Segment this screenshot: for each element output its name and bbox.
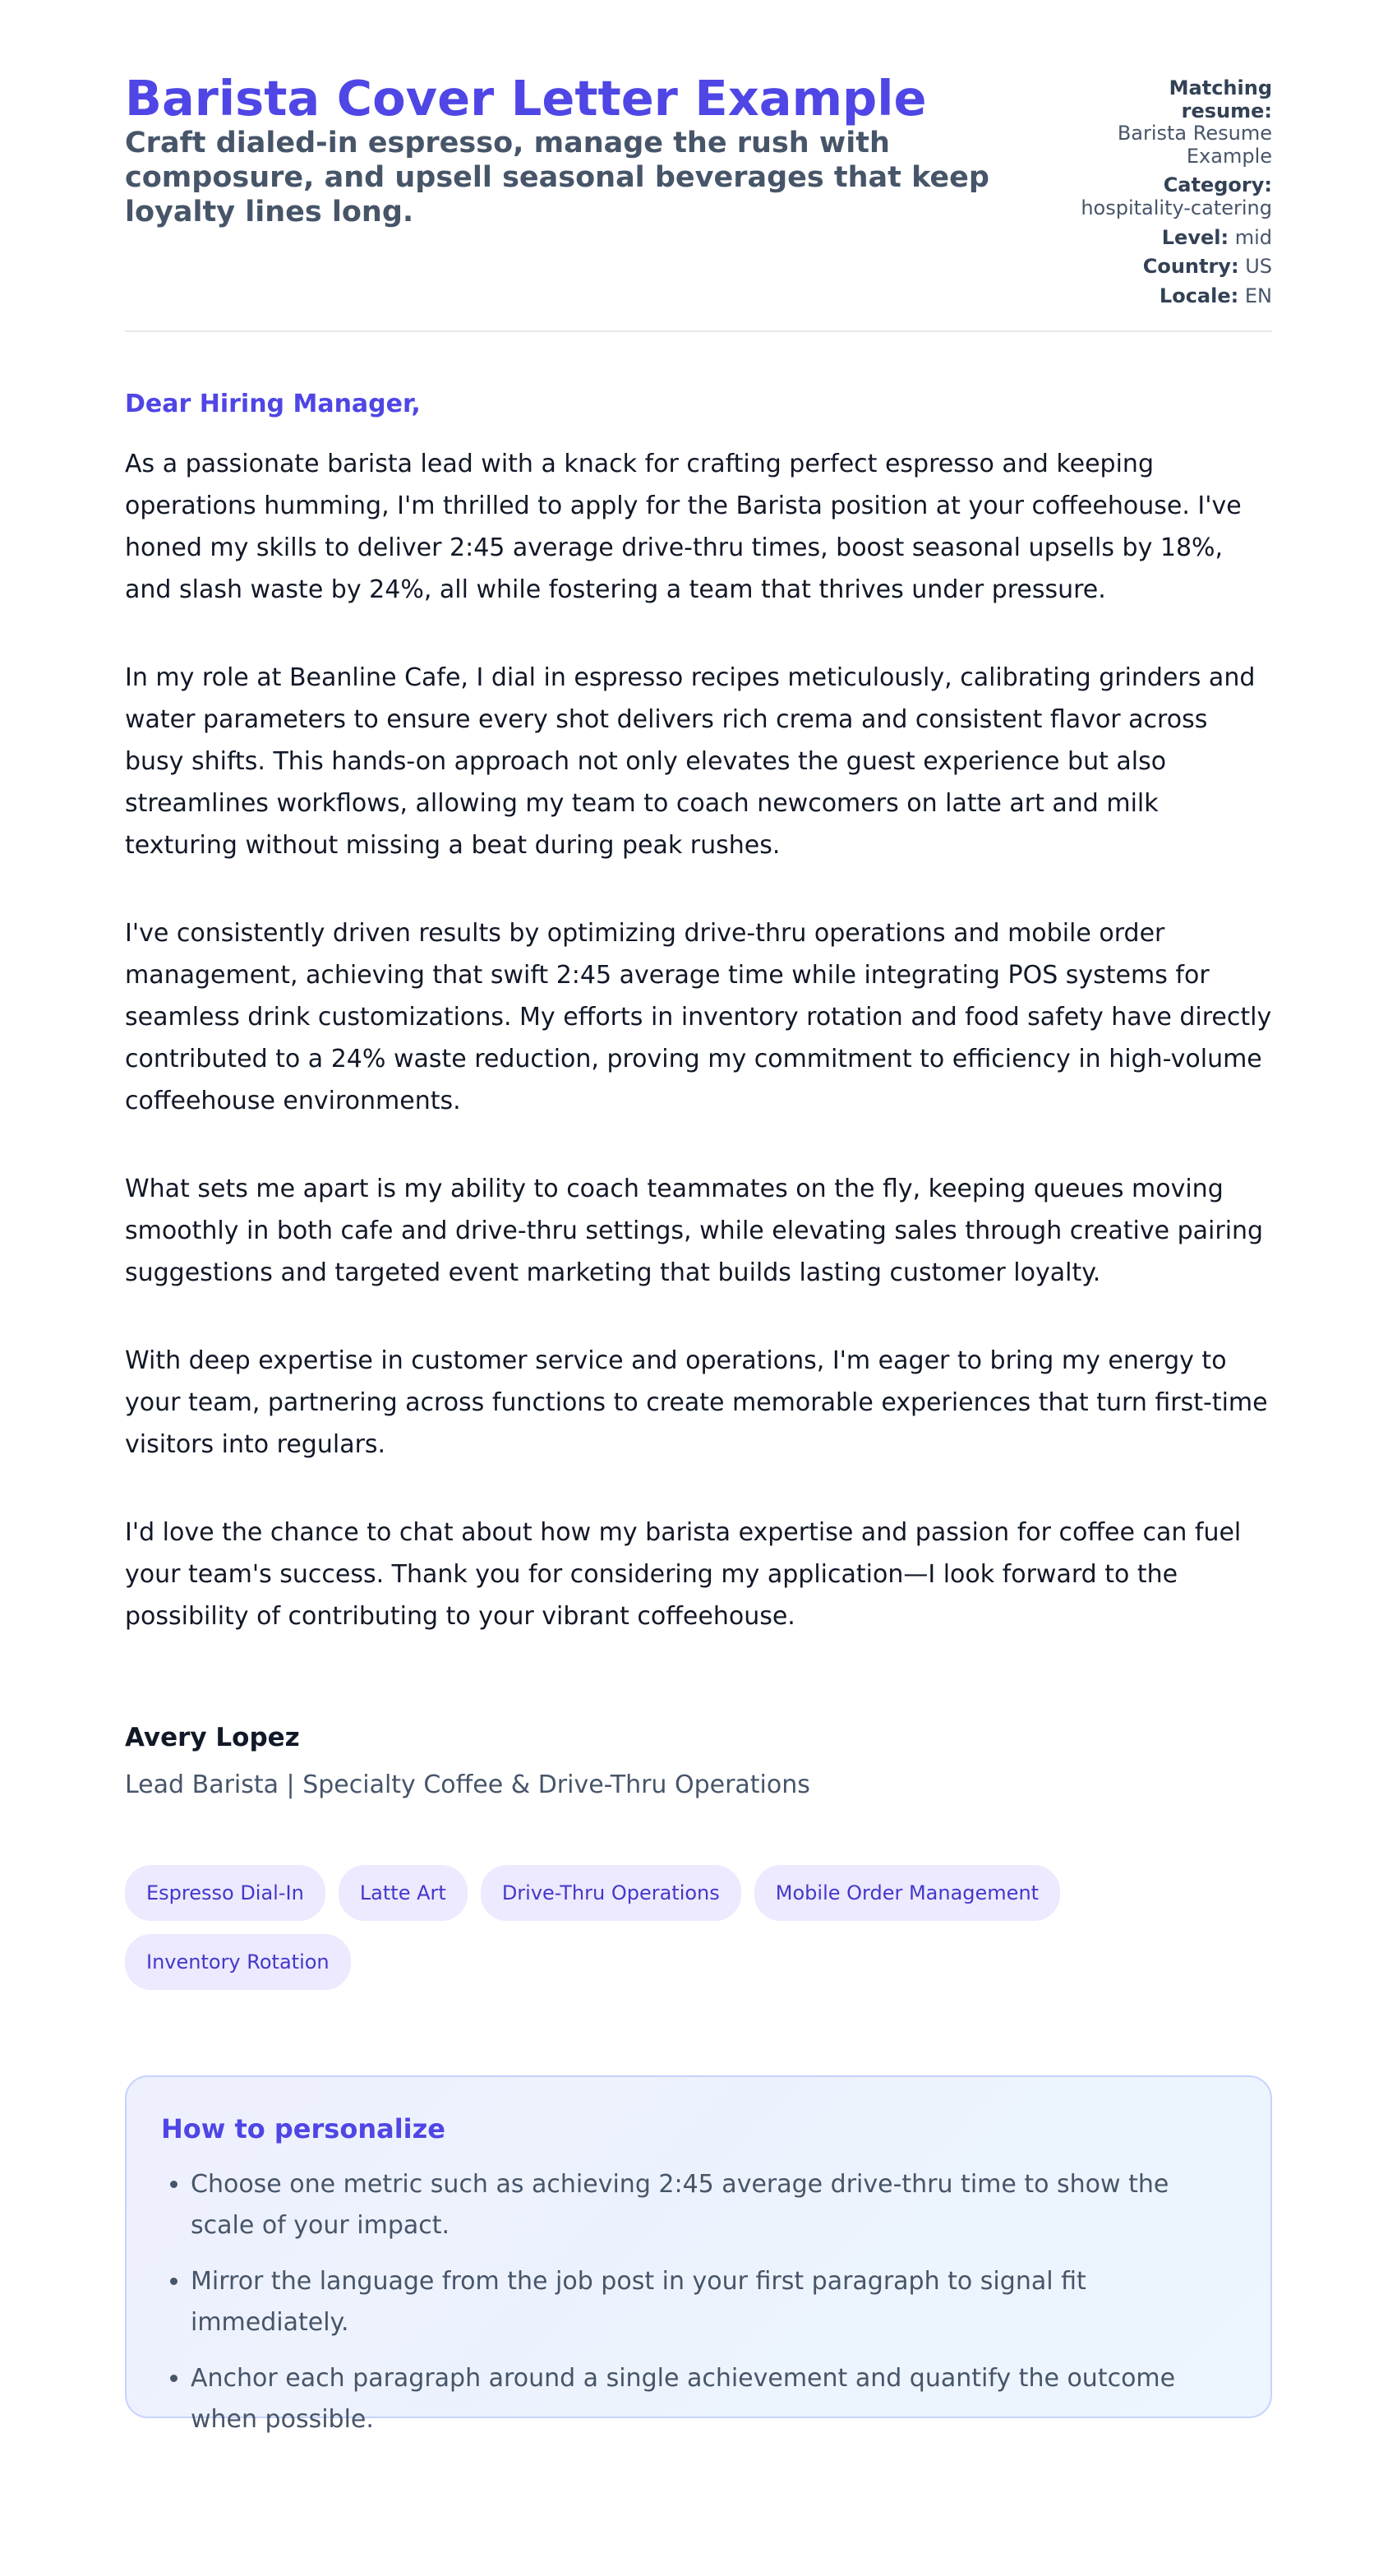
- page-title: Barista Cover Letter Example: [125, 70, 927, 127]
- letter-paragraph-6: I'd love the chance to chat about how my barista expertise and passion for coffee can fuel your team's success. Thank you for considering my application—I look forward to the possibility of contributing to your vibrant coffeehouse.: [125, 1518, 1242, 1631]
- tips-list-item: • Mirror the language from the job post in your first paragraph to signal fit immediately.: [191, 2261, 1236, 2343]
- letter-paragraph-2: In my role at Beanline Cafe, I dial in espresso recipes meticulously, calibrating grinders and water parameters to ensure every shot delivers rich crema and consistent flavor across busy shifts. This hands-on approach not only elevates the guest experience but also streamlines workflows, allowing my team to coach newcomers on latte art and milk texturing without missing a beat during peak rushes.: [125, 663, 1256, 860]
- letter-paragraph-5: With deep expertise in customer service and operations, I'm eager to bring my energy to your team, partnering across functions to create memorable experiences that turn first-time visitors into regulars.: [125, 1346, 1268, 1459]
- tips-list: [161, 2164, 1236, 2440]
- signature-name: Avery Lopez: [125, 1723, 300, 1752]
- personalize-tips-box: [125, 2075, 1272, 2434]
- meta-panel: [1075, 77, 1272, 314]
- meta-level-value: mid: [1234, 225, 1272, 249]
- tips-title: How to personalize: [161, 2113, 445, 2144]
- meta-country-value: US: [1245, 255, 1272, 279]
- meta-locale-value: EN: [1244, 284, 1272, 307]
- meta-category-label: Category:: [1163, 173, 1272, 197]
- skill-tag: Inventory Rotation: [125, 1934, 351, 1990]
- meta-matching-resume-value: Barista Resume Example: [1117, 122, 1272, 168]
- letter-paragraph-4: What sets me apart is my ability to coach teammates on the fly, keeping queues moving smoothly in both cafe and drive-thru settings, while elevating sales through creative pairing suggestions and targeted event marketing that builds lasting customer loyalty.: [125, 1175, 1264, 1287]
- meta-category-value: hospitality-catering: [1081, 196, 1272, 219]
- meta-locale-label: Locale:: [1159, 284, 1239, 307]
- tips-list-item: • Anchor each paragraph around a single achievement and quantify the outcome when possible.: [191, 2358, 1236, 2440]
- page-subtitle: Craft dialed-in espresso, manage the rush with composure, and upsell seasonal beverages that keep loyalty lines long.: [125, 126, 989, 229]
- meta-matching-resume-label: Matching resume:: [1169, 76, 1272, 122]
- meta-locale: [1075, 285, 1272, 308]
- meta-country-label: Country:: [1142, 255, 1239, 279]
- letter-paragraph-3: I've consistently driven results by optimizing drive-thru operations and mobile order management, achieving that swift 2:45 average time while integrating POS systems for seamless drink customizations. My efforts in inventory rotation and food safety have directly contributed to a 24% waste reduction, proving my commitment to efficiency in high-volume coffeehouse environments.: [125, 919, 1272, 1115]
- skill-tag: Espresso Dial-In: [125, 1865, 325, 1921]
- meta-category: [1075, 174, 1272, 219]
- meta-country: [1075, 256, 1272, 279]
- skill-tag: Mobile Order Management: [754, 1865, 1060, 1921]
- letter-salutation: Dear Hiring Manager,: [125, 390, 421, 418]
- meta-matching-resume: [1075, 77, 1272, 168]
- meta-level: [1075, 227, 1272, 250]
- skill-tag: Latte Art: [339, 1865, 468, 1921]
- letter-paragraph-1: As a passionate barista lead with a knack for crafting perfect espresso and keeping operations humming, I'm thrilled to apply for the Barista position at your coffeehouse. I've honed my skills to deliver 2:45 average drive-thru times, boost seasonal upsells by 18%, and slash waste by 24%, all while fostering a team that thrives under pressure.: [125, 450, 1242, 604]
- cover-letter-page: [125, 0, 1272, 2434]
- skill-tags: [125, 1865, 1111, 1990]
- page-header: [125, 72, 1272, 332]
- meta-level-label: Level:: [1161, 225, 1229, 249]
- skill-tag: Drive-Thru Operations: [481, 1865, 741, 1921]
- signature-title: Lead Barista | Specialty Coffee & Drive-Thru Operations: [125, 1770, 810, 1799]
- tips-list-item: • Choose one metric such as achieving 2:45 average drive-thru time to show the scale of your impact.: [191, 2164, 1236, 2246]
